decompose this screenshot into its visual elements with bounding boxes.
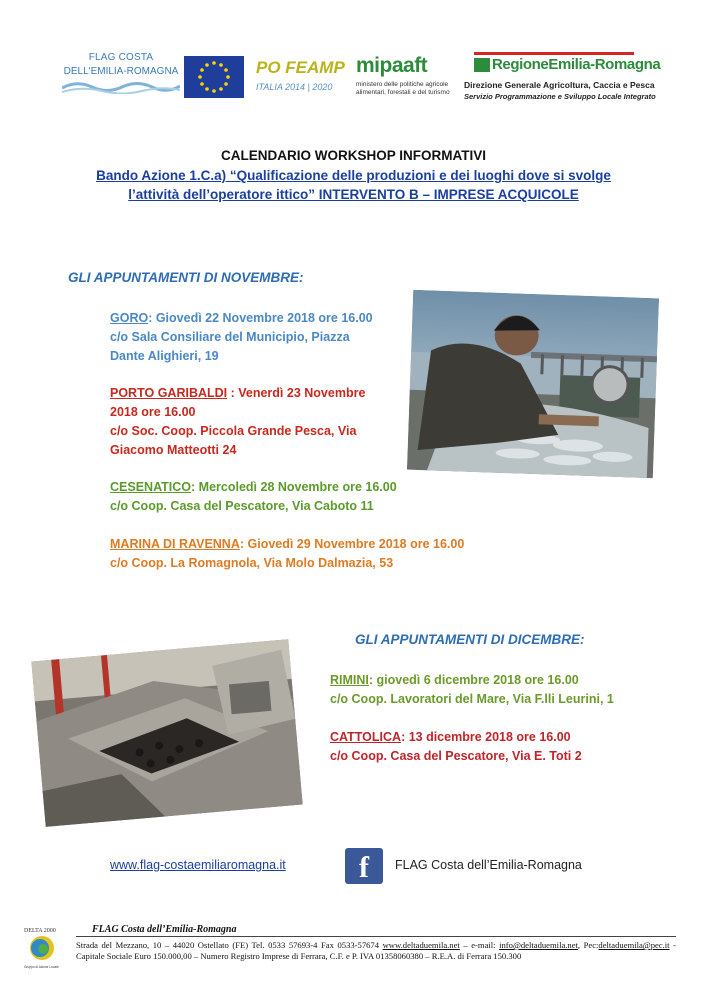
mipaaft-logo — [354, 54, 454, 100]
goro-date: : Giovedì 22 Novembre 2018 ore 16.00 — [148, 311, 373, 325]
regione-emilia-romagna-logo — [464, 52, 661, 104]
flag-logo-line2: DELL'EMILIA-ROMAGNA — [63, 66, 179, 77]
delta-logo-caption: Gruppo di Azione Locale — [24, 965, 59, 969]
cesenatico-date: : Mercoledì 28 Novembre ore 16.00 — [191, 480, 397, 494]
entry-cesenatico — [110, 478, 450, 516]
footer-divider — [76, 936, 676, 937]
subtitle-line2: l’attività dell’operatore ittico” INTERVENTO B – IMPRESE ACQUICOLE — [128, 187, 579, 202]
flag-costa-logo — [62, 52, 180, 100]
entry-porto-garibaldi — [110, 384, 410, 460]
mipaaft-name: mipaaft — [356, 54, 428, 77]
porto-garibaldi-address: Giacomo Matteotti 24 — [110, 443, 237, 457]
entry-rimini — [330, 671, 700, 709]
place-cattolica: CATTOLICA — [330, 730, 402, 744]
regione-red-bar — [474, 52, 634, 55]
flag-logo-line1: FLAG COSTA — [88, 52, 154, 63]
document-title: CALENDARIO WORKSHOP INFORMATIVI — [221, 148, 486, 163]
eu-flag-icon — [184, 56, 244, 98]
place-goro: GORO — [110, 311, 149, 325]
footer-pec-link[interactable]: deltaduemila@pec.it — [598, 940, 670, 950]
footer-address: Strada del Mezzano, 10 – 44020 Ostellato (FE) Tel. 0533 57693-4 Fax 0533-57674 — [76, 940, 383, 950]
porto-garibaldi-venue: c/o Soc. Coop. Piccola Grande Pesca, Via — [110, 424, 357, 438]
mussel-machinery-photo — [31, 639, 302, 827]
mipaaft-caption — [356, 81, 456, 97]
footer-company-info: - Capitale Sociale Euro 150.000,00 – Numero Registro Imprese di Ferrara, C.F. e P. IVA 01358060380 – R.E.A. di Ferrara 150.300 — [76, 940, 676, 961]
footer-title: FLAG Costa dell’Emilia-Romagna — [92, 924, 237, 935]
footer-email-link[interactable]: info@deltaduemila.net — [499, 940, 578, 950]
feamp-title: PO FEAMP — [256, 58, 345, 77]
entry-goro — [110, 309, 410, 366]
place-porto-garibaldi: PORTO GARIBALDI — [110, 386, 228, 400]
website-link[interactable]: www.flag-costaemiliaromagna.it — [110, 858, 286, 872]
facebook-icon[interactable]: f — [345, 848, 383, 884]
footer-email-label: – e-mail: — [459, 940, 500, 950]
place-rimini: RIMINI — [330, 673, 369, 687]
facebook-label: FLAG Costa dell’Emilia-Romagna — [395, 858, 582, 872]
subtitle-line1: Bando Azione 1.C.a) “Qualificazione delle produzioni e dei luoghi dove si svolge — [96, 168, 611, 183]
footer-text — [76, 940, 676, 962]
feamp-period: ITALIA 2014 | 2020 — [256, 82, 333, 92]
regione-servizio: Servizio Programmazione e Sviluppo Locale Integrato — [464, 92, 656, 101]
rimini-venue: c/o Coop. Lavoratori del Mare, Via F.lli Leurini, 1 — [330, 692, 614, 706]
document-subtitle — [60, 166, 647, 204]
delta-2000-logo — [22, 924, 64, 970]
marina-di-ravenna-venue: c/o Coop. La Romagnola, Via Molo Dalmazia, 53 — [110, 556, 394, 570]
rimini-date: : giovedì 6 dicembre 2018 ore 16.00 — [368, 673, 579, 687]
place-marina-di-ravenna: MARINA DI RAVENNA — [110, 537, 240, 551]
regione-direzione: Direzione Generale Agricoltura, Caccia e Pesca — [464, 80, 655, 90]
fisherman-photo — [407, 290, 659, 478]
goro-address: Dante Alighieri, 19 — [110, 349, 219, 363]
mipaaft-caption-line1: ministero delle politiche agricole — [356, 81, 449, 88]
regione-mark-icon — [474, 58, 490, 72]
december-heading: GLI APPUNTAMENTI DI DICEMBRE: — [355, 632, 585, 647]
cesenatico-venue: c/o Coop. Casa del Pescatore, Via Caboto 11 — [110, 499, 374, 513]
po-feamp-logo — [256, 58, 348, 98]
cattolica-date: : 13 dicembre 2018 ore 16.00 — [401, 730, 571, 744]
november-heading: GLI APPUNTAMENTI DI NOVEMBRE: — [68, 270, 304, 285]
porto-garibaldi-time: 2018 ore 16.00 — [110, 405, 196, 419]
porto-garibaldi-date: : Venerdì 23 Novembre — [227, 386, 366, 400]
entry-cattolica — [330, 728, 700, 766]
regione-name: RegioneEmilia-Romagna — [492, 56, 661, 73]
cattolica-venue: c/o Coop. Casa del Pescatore, Via E. Toti 2 — [330, 749, 582, 763]
goro-venue: c/o Sala Consiliare del Municipio, Piazza — [110, 330, 350, 344]
delta-logo-text: DELTA 2000 — [24, 928, 56, 934]
footer-website-link[interactable]: www.deltaduemila.net — [382, 940, 460, 950]
marina-di-ravenna-date: : Giovedì 29 Novembre 2018 ore 16.00 — [239, 537, 465, 551]
wave-icon — [62, 80, 180, 94]
entry-marina-di-ravenna — [110, 535, 530, 573]
footer-pec-label: , Pec: — [577, 940, 599, 950]
mipaaft-caption-line2: alimentari, forestali e del turismo — [356, 89, 450, 96]
place-cesenatico: CESENATICO — [110, 480, 192, 494]
